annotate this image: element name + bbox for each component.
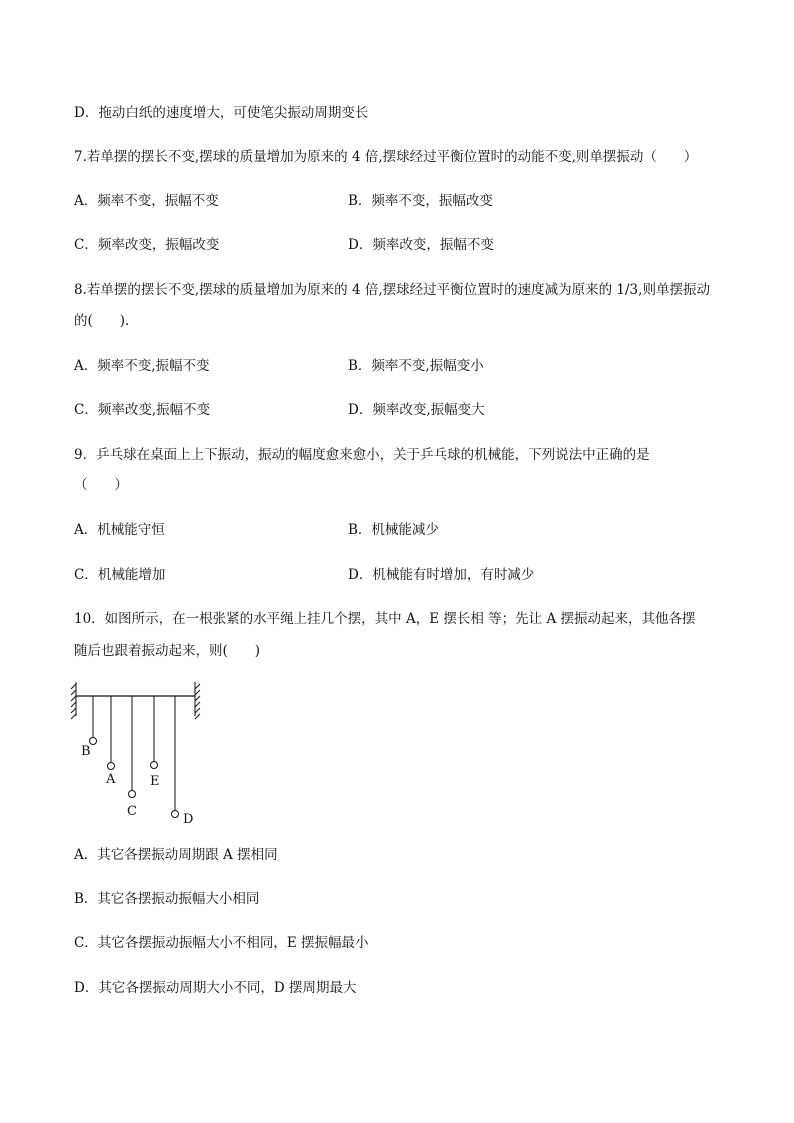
q8-option-b: B．频率不变,振幅变小 bbox=[348, 358, 484, 374]
q9-stem-line1: 9．乒乓球在桌面上上下振动，振动的幅度愈来愈小，关于乒乓球的机械能，下列说法中正确的是 bbox=[74, 447, 650, 463]
prev-option-d: D．拖动白纸的速度增大，可使笔尖振动周期变长 bbox=[74, 105, 369, 121]
pendulum-d bbox=[172, 696, 194, 827]
q8-option-a: A．频率不变,振幅不变 bbox=[74, 358, 210, 374]
q10-stem-line1: 10．如图所示，在一根张紧的水平绳上挂几个摆，其中 A，E 摆长相 等；先让 A 摆振动起来，其他各摆 bbox=[74, 611, 696, 627]
q9-option-c: C．机械能增加 bbox=[74, 567, 166, 583]
pendulum-a bbox=[105, 696, 116, 787]
label-d: D bbox=[183, 812, 194, 827]
label-c: C bbox=[127, 804, 137, 819]
q10-option-b: B．其它各摆振动振幅大小相同 bbox=[74, 891, 260, 907]
q9-option-d: D．机械能有时增加，有时减少 bbox=[348, 567, 535, 583]
q10-option-d: D．其它各摆振动周期大小不同，D 摆周期最大 bbox=[74, 980, 357, 996]
q10-option-a: A．其它各摆振动周期跟 A 摆相同 bbox=[74, 847, 278, 863]
q8-option-c: C．频率改变,振幅不变 bbox=[74, 402, 211, 418]
label-b: B bbox=[81, 744, 91, 759]
left-wall bbox=[71, 682, 76, 719]
q8-stem-line2: 的( ). bbox=[74, 313, 130, 329]
q7-stem: 7.若单摆的摆长不变,摆球的质量增加为原来的 4 倍,摆球经过平衡位置时的动能不变,则单摆振动（ ） bbox=[74, 149, 698, 165]
q7-option-c: C．频率改变，振幅改变 bbox=[74, 237, 220, 253]
label-a: A bbox=[106, 772, 116, 787]
q10-option-c: C．其它各摆振动振幅大小不相同，E 摆振幅最小 bbox=[74, 935, 369, 951]
q9-stem-line2: （ ） bbox=[74, 477, 128, 493]
q7-option-d: D．频率改变，振幅不变 bbox=[348, 237, 494, 253]
q9-option-a: A．机械能守恒 bbox=[74, 522, 165, 538]
q7-option-a: A．频率不变，振幅不变 bbox=[74, 193, 219, 209]
q10-stem-line2: 随后也跟着振动起来，则( ) bbox=[74, 643, 261, 659]
pendulum-e bbox=[150, 696, 160, 789]
q7-option-b: B．频率不变，振幅改变 bbox=[348, 193, 493, 209]
right-wall bbox=[195, 682, 200, 719]
pendulum-b bbox=[81, 696, 97, 759]
q8-option-d: D．频率改变,振幅变大 bbox=[348, 402, 485, 418]
q8-stem-line1: 8.若单摆的摆长不变,摆球的质量增加为原来的 4 倍,摆球经过平衡位置时的速度减为原来的 1/3,则单摆振动 bbox=[74, 282, 710, 298]
q9-option-b: B．机械能减少 bbox=[348, 522, 439, 538]
pendulum-figure bbox=[66, 680, 216, 830]
pendulum-c bbox=[127, 696, 137, 819]
label-e: E bbox=[150, 774, 160, 789]
